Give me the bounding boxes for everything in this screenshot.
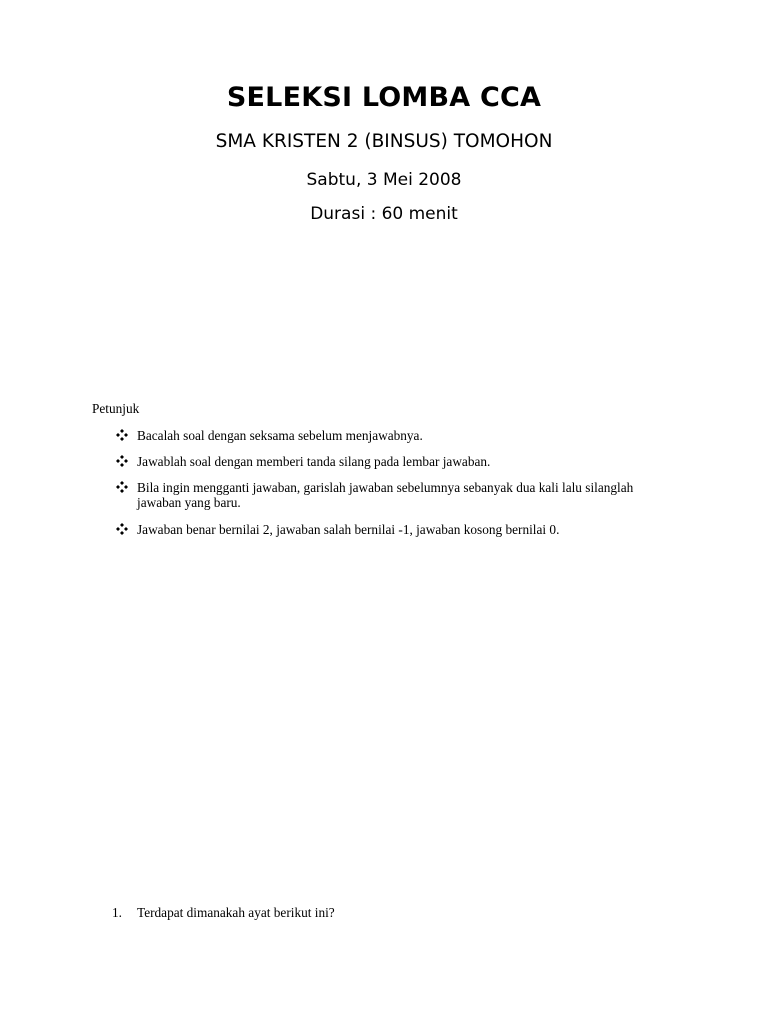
instruction-text: Bacalah soal dengan seksama sebelum menjawabnya. — [137, 428, 423, 443]
instruction-text: Jawablah soal dengan memberi tanda silang pada lembar jawaban. — [137, 454, 491, 469]
diamond-bullet-icon — [116, 523, 128, 535]
instruction-text: Bila ingin mengganti jawaban, garislah jawaban sebelumnya sebanyak dua kali lalu silanglah jawaban yang baru. — [137, 480, 634, 510]
exam-duration: Durasi : 60 menit — [310, 204, 458, 224]
diamond-bullet-icon — [116, 481, 128, 493]
document-title: SELEKSI LOMBA CCA — [226, 82, 542, 113]
diamond-bullet-icon — [116, 429, 128, 441]
instructions-label: Petunjuk — [92, 401, 140, 416]
question-number: 1. — [112, 905, 122, 920]
exam-date: Sabtu, 3 Mei 2008 — [306, 170, 462, 190]
question-text: Terdapat dimanakah ayat berikut ini? — [137, 905, 335, 920]
school-name: SMA KRISTEN 2 (BINSUS) TOMOHON — [215, 131, 553, 152]
instruction-text: Jawaban benar bernilai 2, jawaban salah bernilai -1, jawaban kosong bernilai 0. — [137, 522, 560, 537]
diamond-bullet-icon — [116, 455, 128, 467]
